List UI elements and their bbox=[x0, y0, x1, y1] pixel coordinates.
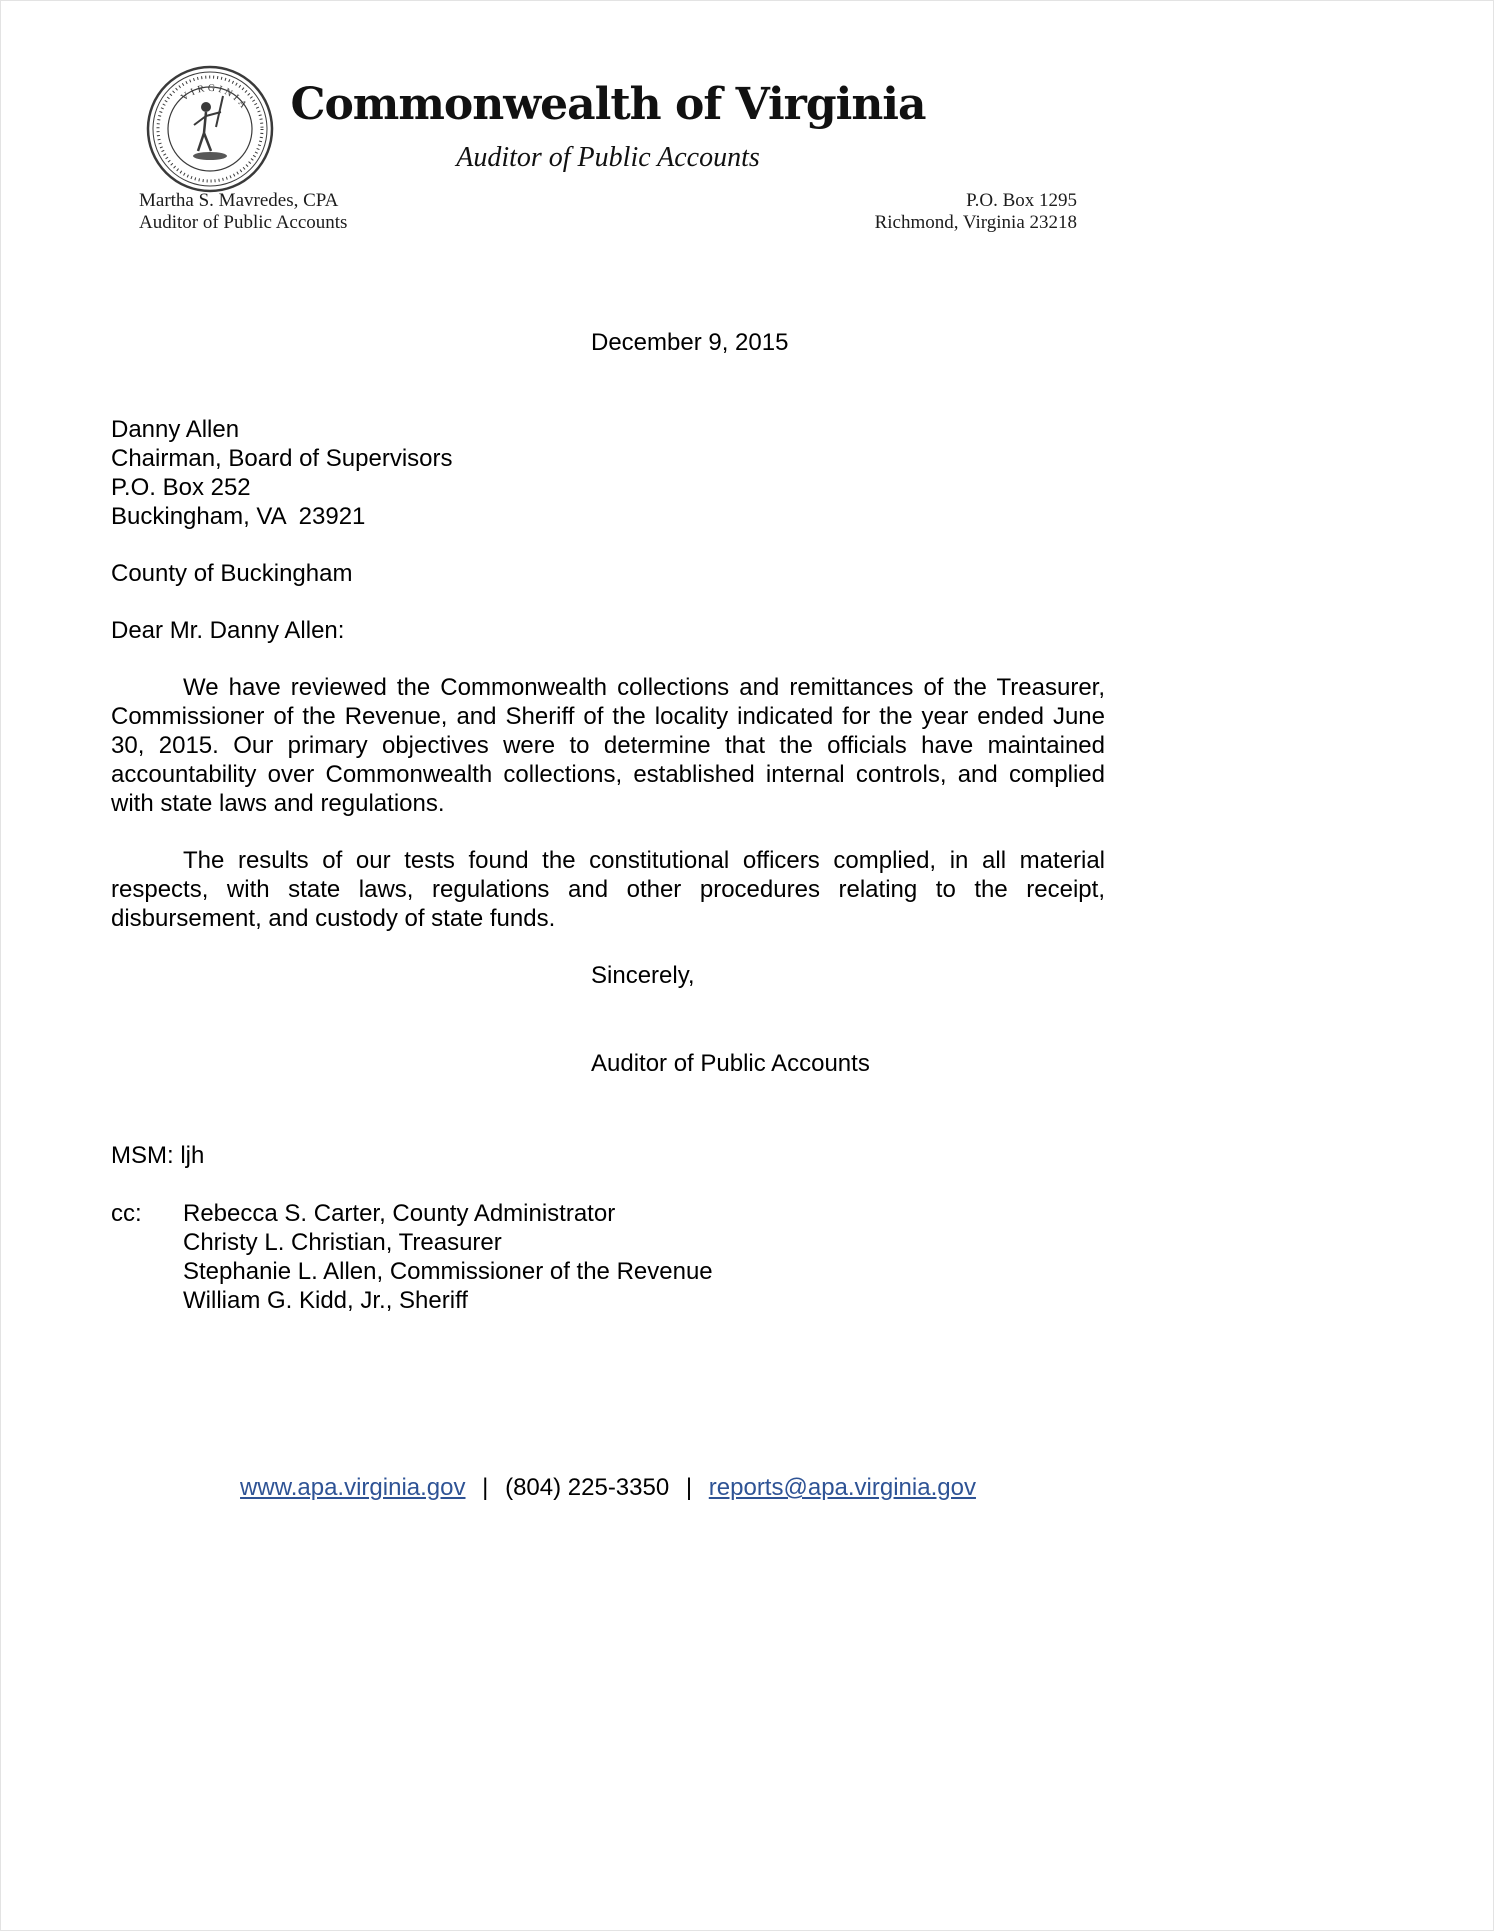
recipient-line: Buckingham, VA 23921 bbox=[111, 503, 366, 530]
signature-title: Auditor of Public Accounts bbox=[591, 1050, 870, 1077]
cc-list bbox=[183, 1199, 713, 1315]
cc-line: Stephanie L. Allen, Commissioner of the Revenue bbox=[183, 1258, 713, 1285]
letterhead-subtitle: Auditor of Public Accounts bbox=[456, 142, 760, 173]
virginia-seal-icon bbox=[144, 63, 276, 195]
official-contact bbox=[139, 190, 347, 234]
recipient-line: P.O. Box 252 bbox=[111, 474, 251, 501]
cc-line: Christy L. Christian, Treasurer bbox=[183, 1229, 502, 1256]
letter-body bbox=[111, 328, 1105, 1315]
email-link[interactable]: reports@apa.virginia.gov bbox=[708, 1474, 976, 1501]
cc-block bbox=[111, 1199, 1105, 1315]
seal-ring-text: VIRGINIA bbox=[179, 82, 251, 113]
official-name: Martha S. Mavredes, CPA bbox=[139, 190, 339, 211]
letter-date: December 9, 2015 bbox=[591, 329, 789, 356]
phone-number: (804) 225-3350 bbox=[505, 1474, 670, 1501]
closing: Sincerely, bbox=[591, 962, 695, 989]
footer-separator: | bbox=[482, 1474, 489, 1501]
body-paragraph: The results of our tests found the constitutional officers complied, in all material respects, with state laws, regulations and other procedures relating to the receipt, disbursement, and custody of state funds. bbox=[111, 847, 1105, 932]
cc-line: William G. Kidd, Jr., Sheriff bbox=[183, 1287, 468, 1314]
cc-line: Rebecca S. Carter, County Administrator bbox=[183, 1200, 616, 1227]
letterhead-title: Commonwealth of Virginia bbox=[290, 79, 926, 130]
letterhead-contacts bbox=[111, 190, 1105, 234]
website-link[interactable]: www.apa.virginia.gov bbox=[240, 1474, 466, 1501]
reference-initials: MSM: ljh bbox=[111, 1142, 205, 1169]
page-footer bbox=[111, 1473, 1105, 1503]
recipient-line: Chairman, Board of Supervisors bbox=[111, 445, 453, 472]
po-box-line: P.O. Box 1295 bbox=[966, 190, 1077, 211]
footer-separator: | bbox=[685, 1474, 693, 1501]
cc-label: cc: bbox=[111, 1200, 142, 1227]
city-state-zip-line: Richmond, Virginia 23218 bbox=[874, 212, 1077, 233]
recipient-line: Danny Allen bbox=[111, 416, 240, 443]
salutation: Dear Mr. Danny Allen: bbox=[111, 617, 345, 644]
recipient-address bbox=[111, 415, 1105, 531]
office-address bbox=[875, 190, 1077, 234]
locality-line: County of Buckingham bbox=[111, 560, 353, 587]
body-paragraph: We have reviewed the Commonwealth collections and remittances of the Treasurer, Commissioner of the Revenue, and Sheriff of the locality indicated for the year ended June 30, 2015. Our primary objectives were to determine that the officials have maintained accountability over Commonwealth collections, established internal controls, and complied with state laws and regulations. bbox=[111, 674, 1105, 817]
official-title: Auditor of Public Accounts bbox=[139, 212, 348, 233]
